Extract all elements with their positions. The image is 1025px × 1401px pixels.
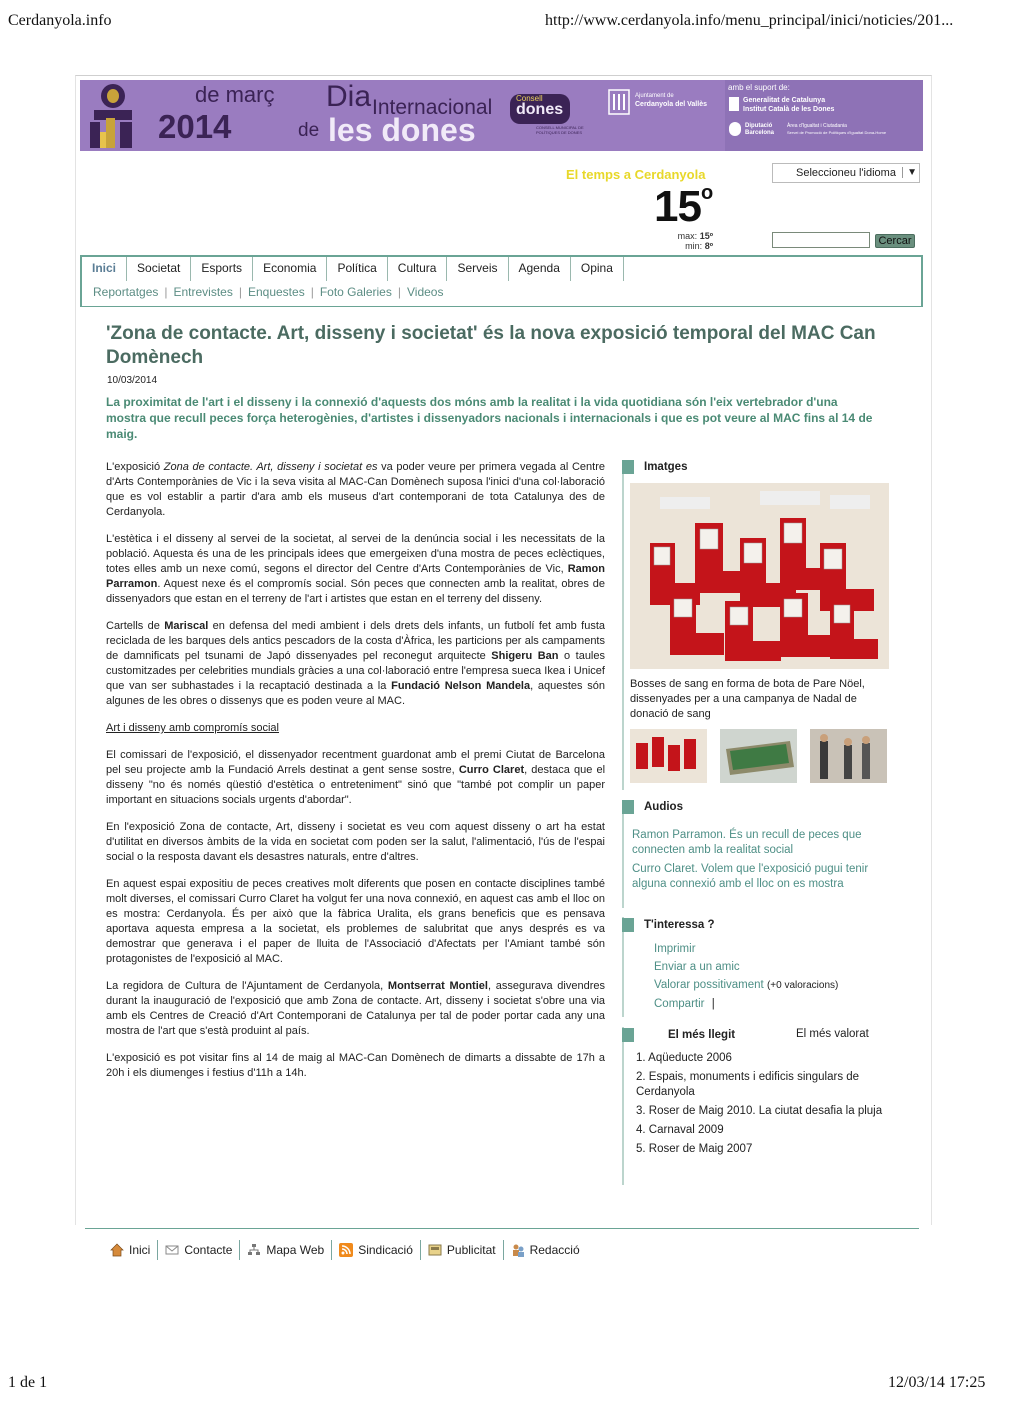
- sidebar-divider-2: [622, 800, 624, 908]
- thumbnail-3[interactable]: [810, 729, 887, 783]
- rss-icon: [339, 1243, 353, 1257]
- weather-max: max: 15º: [677, 231, 713, 241]
- ajuntament-line2: Cerdanyola del Vallès: [635, 101, 707, 108]
- paragraph-1: L'exposició Zona de contacte. Art, disseny i societat es va poder veure per primera vegada al Centre d'Arts Contemporànies de Vic i la seva visita al MAC-Can Domènech suposa l'inici d'una col·laboració que es vol establir a partir d'ara amb els museus d'art contemporani de tota Catalunya des de Cerdanyola.: [106, 461, 606, 518]
- subnav-entrevistes[interactable]: Entrevistes: [173, 285, 233, 299]
- paragraph-8: L'exposició es pot visitar fins al 14 de maig al MAC-Can Domènech de dimarts a dissabte de 17h a 20h i els diumenges i festius d'11h a 14h.: [106, 1052, 605, 1079]
- language-select[interactable]: Seleccioneu l'idioma ▼: [772, 163, 920, 183]
- subnav-enquestes[interactable]: Enquestes: [247, 285, 305, 299]
- banner-dia: Dia: [326, 80, 372, 113]
- print-page-count: 1 de 1: [8, 1374, 48, 1391]
- audio-link-2[interactable]: Curro Claret. Volem que l'exposició pugui tenir alguna connexió amb el lloc on es mostra: [632, 863, 869, 890]
- paragraph-5: En l'exposició Zona de contacte, Art, disseny i societat es veu com aquest disseny o art ha estat d'utilitat en diversos àmbits de la vida en societat com poden ser la salut, l'alimentació, l'ús de l'espai social o la resposta davant els desastres naturals, entre d'altres.: [106, 821, 605, 863]
- nav-tab-agenda[interactable]: Agenda: [509, 257, 571, 281]
- people-thumb-image: [810, 729, 887, 783]
- banner-year: 2014: [158, 108, 232, 145]
- nav-tab-opina[interactable]: Opina: [571, 257, 624, 281]
- nav-tab-cultura[interactable]: Cultura: [388, 257, 448, 281]
- footer-contacte[interactable]: Contacte: [158, 1240, 240, 1260]
- article-body: [106, 460, 605, 1093]
- nav-tab-inici[interactable]: Inici: [82, 257, 127, 281]
- nav-right-border: [921, 257, 923, 307]
- nav-tab-economia[interactable]: Economia: [253, 257, 327, 281]
- nav-tab-esports[interactable]: Esports: [191, 257, 253, 281]
- banner-internacional: Internacional: [372, 96, 493, 119]
- print-url: http://www.cerdanyola.info/menu_principal/inici/noticies/201...: [545, 12, 954, 29]
- generalitat-logo-icon: [729, 97, 739, 111]
- sub-nav: Reportatges | Entrevistes | Enquestes | Foto Galeries | Videos: [93, 285, 444, 299]
- subnav-videos[interactable]: Videos: [406, 285, 444, 299]
- chevron-down-icon: ▼: [902, 167, 917, 178]
- footer-mapa-web[interactable]: Mapa Web: [240, 1240, 332, 1260]
- banner-sponsors: amb el suport de: Generalitat de Catalunya Institut Català de les Dones Diputació Barcelona Àrea d'Igualtat i Ciutadania Servei de Promoció de Polítiques d'Igualtat Dona-Home: [725, 80, 923, 151]
- home-icon: [110, 1243, 124, 1257]
- article-title: 'Zona de contacte. Art, disseny i societat' és la nova exposició temporal del MAC Can Domènech: [106, 323, 876, 368]
- ranking-item[interactable]: 4. Carnaval 2009: [636, 1124, 724, 1136]
- blood-bags-thumb-image: [630, 729, 707, 783]
- section-marker-icon: [622, 918, 634, 932]
- audio-link-1[interactable]: Ramon Parramon. És un recull de peces que connecten amb la realitat social: [632, 829, 862, 856]
- sidebar-divider-1: [622, 460, 624, 790]
- section-marker-icon: [622, 1028, 634, 1042]
- ranking-item[interactable]: 1. Aqüeducte 2006: [636, 1052, 732, 1064]
- envelope-icon: [165, 1243, 179, 1257]
- share-link[interactable]: Compartir: [654, 998, 705, 1010]
- search-input[interactable]: [772, 232, 870, 248]
- footer-inici[interactable]: Inici: [110, 1240, 158, 1260]
- weather-title: El temps a Cerdanyola: [566, 167, 706, 182]
- subnav-reportatges[interactable]: Reportatges: [93, 285, 159, 299]
- footer-publicitat[interactable]: Publicitat: [421, 1240, 504, 1260]
- ranking-item[interactable]: 5. Roser de Maig 2007: [636, 1143, 753, 1155]
- advertising-icon: [428, 1243, 442, 1257]
- section-marker-icon: [622, 460, 634, 474]
- thumbnail-1[interactable]: [630, 729, 707, 783]
- weather-min: min: 8º: [685, 241, 713, 251]
- article-lead: La proximitat de l'art i el disseny i la connexió d'aquests dos móns amb la realitat i la vida quotidiana són l'eix vertebrador d'una mostra que recull peces força heterogènies, d'artistes i dissenyadors nacionals i internacionals i que es pot veure al MAC fins al 14 de maig.: [106, 395, 873, 441]
- images-heading: Imatges: [622, 460, 687, 474]
- subnav-foto-galeries[interactable]: Foto Galeries: [319, 285, 392, 299]
- ranking-list: [636, 1051, 886, 1157]
- interest-heading: T'interessa ?: [622, 918, 714, 932]
- nav-tab-societat[interactable]: Societat: [127, 257, 191, 281]
- nav-tab-serveis[interactable]: Serveis: [447, 257, 508, 281]
- image-caption: Bosses de sang en forma de bota de Pare Nöel, dissenyades per a una campanya de Nadal de donació de sang: [630, 678, 865, 720]
- nav-bottom-border: [82, 306, 923, 307]
- most-read-tabs: [622, 1028, 735, 1042]
- paragraph-6: En aquest espai expositiu de peces creatives molt diferents que posen en contacte disciplines també molt diverses, el comissari Curro Claret ha volgut fer una nova connexió, en aquest cas amb el lloc on es mostra: Cerdanyola. És per això que la fàbrica Uralita, els grans beneficis que es pensava aportava aquesta empresa a la societat, els problemes de salubritat que anys després es va demostrar que generava i el paper de lluita de l'Associació d'Afectats per l'Amiant també són protagonistes de l'exposició al MAC.: [106, 878, 605, 965]
- audios-heading: Audios: [622, 800, 683, 814]
- nav-tab-politica[interactable]: Política: [327, 257, 387, 281]
- tab-most-read[interactable]: El més llegit: [668, 1029, 736, 1041]
- ajuntament-line1: Ajuntament de: [635, 93, 674, 99]
- banner-figures-illustration: [86, 82, 142, 150]
- blood-bags-illustration: [630, 483, 889, 669]
- foosball-thumb-image: [720, 729, 797, 783]
- tab-most-rated[interactable]: El més valorat: [796, 1028, 869, 1040]
- paragraph-3: Cartells de Mariscal en defensa del medi ambient i dels drets dels infants, un futbolí fet amb fusta reciclada de les barques dels antics pescadors de la costa d'Àfrica, les particions per als campaments de damnificats pel tsunami de Japó dissenyades pel reconegut arquitecte Shigeru Ban o taules customitzades per celebrities mundials gràcies a una col·laboració entre l'empresa sueca Ikea i Unicef que van ser subhastades i la recaptació destinada a la Fundació Nelson Mandela, aquestes són algunes de les obres o dissenys que es poden veure al MAC.: [106, 620, 605, 707]
- thumbnail-2[interactable]: [720, 729, 797, 783]
- ranking-item[interactable]: 3. Roser de Maig 2010. La ciutat desafia la pluja: [636, 1105, 883, 1117]
- sidebar-divider-3: [622, 917, 624, 1017]
- share-row: Compartir |: [654, 998, 715, 1010]
- banner[interactable]: [80, 80, 923, 151]
- search-button[interactable]: Cercar: [875, 234, 915, 248]
- footer-divider: [85, 1228, 919, 1229]
- banner-les-dones: les dones: [328, 112, 476, 148]
- subheading: Art i disseny amb compromís social: [106, 722, 279, 734]
- footer-redaccio[interactable]: Redacció: [504, 1240, 587, 1260]
- print-site-title: Cerdanyola.info: [8, 12, 112, 29]
- paragraph-2: L'estètica i el disseny al servei de la societat, al servei de la denúncia social i les necessitats de la població. Aquesta és una de les principals idees que emergeixen d'una mostra de peces eclèctiques, totes elles amb un nexe comú, segons el director del Centre d'Arts Contemporànies de Vic, Ramon Parramon. Aquest nexe és el compromís social. Són peces que connecten amb la realitat, obres de dissenyadors que estan en el terreny de l'art i artistes que estan en el terreny del disseny.: [106, 533, 605, 605]
- consell-dones-subtext: CONSELL MUNICIPAL DE POLÍTIQUES DE DONES: [536, 125, 584, 135]
- print-link[interactable]: Imprimir: [654, 943, 696, 955]
- weather-temp: 15$^o$: [654, 182, 713, 231]
- footer-sindicacio[interactable]: Sindicació: [332, 1240, 421, 1260]
- banner-de-marc: de març: [195, 82, 275, 107]
- send-friend-link[interactable]: Enviar a un amic: [654, 961, 740, 973]
- rate-row: [654, 978, 838, 993]
- diputacio-logo-icon: [729, 122, 741, 136]
- section-marker-icon: [622, 800, 634, 814]
- main-image-blood-bags[interactable]: [630, 483, 889, 669]
- team-icon: [511, 1243, 525, 1257]
- rate-link[interactable]: Valorar possitivament: [654, 979, 764, 991]
- sidebar-divider-4: [622, 1027, 624, 1185]
- ranking-item[interactable]: 2. Espais, monuments i edificis singulars de Cerdanyola: [636, 1071, 860, 1098]
- rate-count: (+0 valoracions): [766, 980, 839, 991]
- banner-de: de: [298, 120, 320, 141]
- paragraph-4: El comissari de l'exposició, el dissenyador recentment guardonat amb el premi Ciutat de Barcelona pel seu projecte amb la Fundació Arrels destinat a gent sense sostre, Curro Claret, destaca que el disseny "no és només qüestió d'estètica o entreteniment" sinó que "també pot complir un paper important en situacions socials urgents d'abordar".: [106, 749, 606, 806]
- article-date: 10/03/2014: [107, 375, 158, 386]
- print-datetime: 12/03/14 17:25: [888, 1374, 986, 1391]
- ajuntament-logo-icon: [608, 89, 630, 115]
- footer-nav: [110, 1240, 587, 1260]
- consell-dones-logo: Consell dones: [510, 94, 570, 124]
- sitemap-icon: [247, 1243, 261, 1257]
- main-nav: [82, 257, 624, 281]
- paragraph-7: La regidora de Cultura de l'Ajuntament de Cerdanyola, Montserrat Montiel, assegurava divendres durant la inauguració de l'exposició que amb Zona de contacte. Art, disseny i societat s'obre una via amb els Centres de Creació d'Art Contemporani de Catalunya per tal de poder portar cada any una mostra de l'art que s'està produint al país.: [106, 980, 605, 1037]
